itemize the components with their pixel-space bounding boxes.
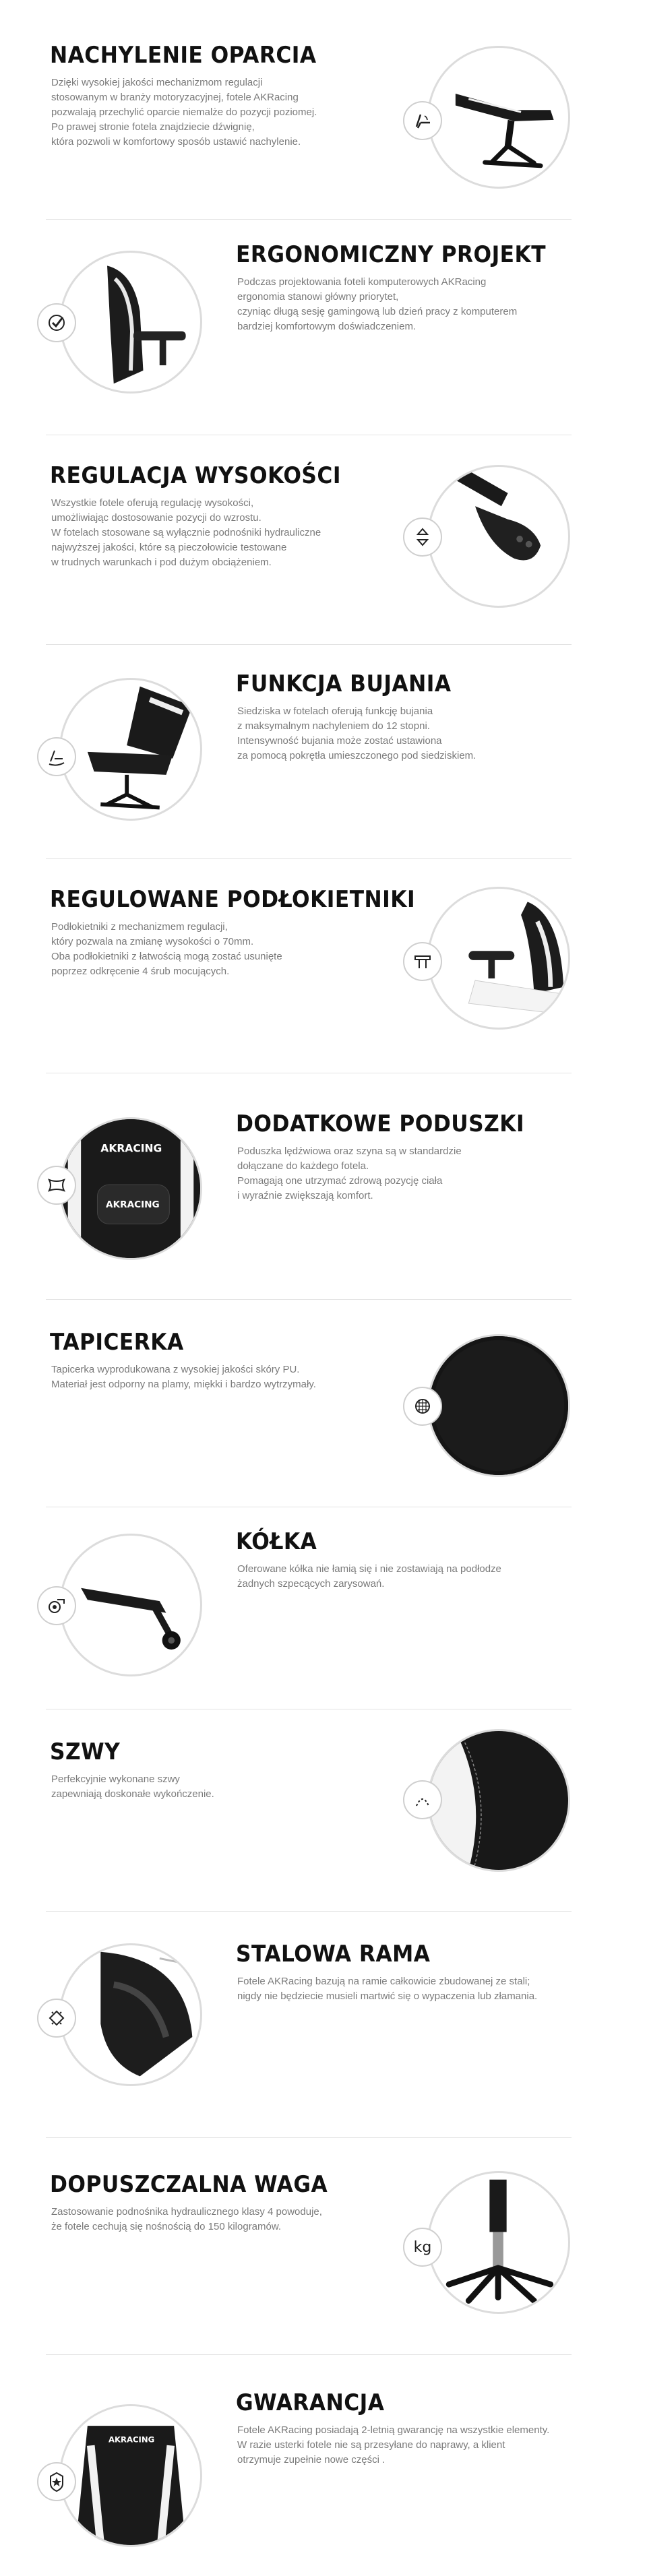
- description-line: nigdy nie będziecie musieli martwić się o wypaczenia lub złamania.: [237, 1990, 538, 2002]
- feature-title: TAPICERKA: [50, 1329, 184, 1356]
- feature-title: KÓŁKA: [236, 1528, 317, 1555]
- section-divider: [46, 219, 572, 220]
- reclined-chair-image: [427, 46, 570, 189]
- description-line: z maksymalnym nachyleniem do 12 stopni.: [237, 720, 430, 732]
- description-line: pozwalają przechylić oparcie niemalże do pozycji poziomej.: [51, 106, 317, 118]
- feature-title: FUNKCJA BUJANIA: [236, 670, 452, 697]
- description-line: że fotele cechują się nośnością do 150 kilogramów.: [51, 2221, 282, 2232]
- description-line: Tapicerka wyprodukowana z wysokiej jakości skóry PU.: [51, 1364, 300, 1375]
- rocking-icon: [37, 737, 76, 776]
- description-line: Oba podłokietniki z łatwością mogą zostać usunięte: [51, 951, 282, 962]
- description-line: Wszystkie fotele oferują regulację wysokości,: [51, 497, 254, 509]
- description-line: najwyższej jakości, które są pieczołowicie testowane: [51, 542, 287, 553]
- feature-description: [237, 2423, 549, 2468]
- description-line: czyniąc długą sesję gamingową lub dzień pracy z komputerem: [237, 306, 518, 317]
- feature-description: [51, 1362, 316, 1392]
- feature-description: [51, 496, 321, 570]
- feature-title: REGULOWANE PODŁOKIETNIKI: [50, 886, 416, 913]
- feature-title: DOPUSZCZALNA WAGA: [50, 2171, 328, 2198]
- description-line: Materiał jest odporny na plamy, miękki i bardzo wytrzymały.: [51, 1379, 316, 1390]
- gas-lift-base-image: [427, 2171, 570, 2314]
- steel-frame-image: [59, 1943, 202, 2086]
- armrest-icon: [403, 942, 442, 981]
- section-divider: [46, 1911, 572, 1912]
- feature-description: [237, 1974, 537, 2004]
- pillows-image: [59, 1117, 202, 1260]
- feature-title: GWARANCJA: [236, 2389, 385, 2416]
- description-line: Oferowane kółka nie łamią się i nie zostawiają na podłodze: [237, 1563, 501, 1575]
- description-line: W razie usterki fotele nie są przesyłane do naprawy, a klient: [237, 2439, 505, 2451]
- section-divider: [46, 2137, 572, 2138]
- feature-description: [51, 1772, 214, 1802]
- feature-description: [237, 1144, 462, 1203]
- pillow-icon: [37, 1166, 76, 1205]
- description-line: Zastosowanie podnośnika hydraulicznego klasy 4 powoduje,: [51, 2206, 322, 2218]
- description-line: Siedziska w fotelach oferują funkcję bujania: [237, 705, 433, 717]
- description-line: Podczas projektowania foteli komputerowych AKRacing: [237, 276, 487, 288]
- description-line: żadnych szpecących zarysowań.: [237, 1578, 385, 1590]
- up-down-icon: [403, 517, 442, 557]
- description-line: stosowanym w branży motoryzacyjnej, fotele AKRacing: [51, 92, 299, 103]
- feature-description: [51, 920, 282, 979]
- description-line: który pozwala na zmianę wysokości o 70mm.: [51, 936, 254, 947]
- section-divider: [46, 644, 572, 645]
- seams-image: [427, 1729, 570, 1872]
- description-line: w trudnych warunkach i pod dużym obciążeniem.: [51, 557, 272, 568]
- feature-description: [51, 2205, 322, 2234]
- weight-icon: [403, 2228, 442, 2267]
- description-line: Dzięki wysokiej jakości mechanizmom regulacji: [51, 77, 263, 88]
- description-line: która pozwoli w komfortowy sposób ustawić nachylenie.: [51, 136, 301, 148]
- description-line: Fotele AKRacing posiadają 2-letnią gwarancję na wszystkie elementy.: [237, 2424, 550, 2436]
- feature-title: SZWY: [50, 1738, 121, 1765]
- brand-logo-text: AKRACING: [108, 2434, 155, 2445]
- description-line: ergonomia stanowi główny priorytet,: [237, 291, 399, 303]
- section-divider: [46, 858, 572, 859]
- feature-description: [237, 704, 476, 763]
- description-line: Podłokietniki z mechanizmem regulacji,: [51, 921, 228, 933]
- rocking-chair-image: [59, 678, 202, 821]
- stitch-icon: [403, 1780, 442, 1819]
- description-line: umożliwiając dostosowanie pozycji do wzrostu.: [51, 512, 261, 524]
- wheel-icon: [37, 1586, 76, 1625]
- section-divider: [46, 1299, 572, 1300]
- description-line: Perfekcyjnie wykonane szwy: [51, 1773, 180, 1785]
- description-line: za pomocą pokrętła umieszczonego pod siedziskiem.: [237, 750, 476, 761]
- description-line: zapewniają doskonałe wykończenie.: [51, 1788, 214, 1800]
- description-line: poprzez odkręcenie 4 śrub mocujących.: [51, 966, 230, 977]
- recline-icon: [403, 101, 442, 140]
- description-line: otrzymuje zupełnie nowe części .: [237, 2454, 386, 2465]
- armrest-image: [427, 887, 570, 1030]
- description-line: Fotele AKRacing bazują na ramie całkowicie zbudowanej ze stali;: [237, 1976, 530, 1987]
- feature-title: NACHYLENIE OPARCIA: [50, 42, 317, 69]
- feature-description: [237, 275, 517, 334]
- description-line: dołączane do każdego fotela.: [237, 1160, 369, 1172]
- warranty-chair-image: [59, 2404, 202, 2547]
- description-line: Intensywność bujania może zostać ustawiona: [237, 735, 442, 747]
- description-line: bardziej komfortowym doświadczeniem.: [237, 321, 417, 332]
- brand-logo-text: AKRACING: [106, 1199, 160, 1211]
- brand-logo-text: AKRACING: [100, 1142, 162, 1155]
- fabric-icon: [403, 1387, 442, 1426]
- feature-description: [237, 1562, 501, 1592]
- checkmark-icon: [37, 303, 76, 342]
- warranty-star-icon: [37, 2462, 76, 2501]
- description-line: W fotelach stosowane są wyłącznie podnośniki hydrauliczne: [51, 527, 321, 538]
- feature-title: REGULACJA WYSOKOŚCI: [50, 462, 341, 489]
- feature-title: DODATKOWE PODUSZKI: [236, 1110, 525, 1137]
- description-line: Po prawej stronie fotela znajdziecie dźwignię,: [51, 121, 255, 133]
- feature-title: ERGONOMICZNY PROJEKT: [236, 241, 546, 268]
- ergonomic-chair-image: [59, 251, 202, 394]
- frame-icon: [37, 1999, 76, 2038]
- description-line: i wyraźnie zwiększają komfort.: [237, 1190, 373, 1201]
- description-line: Poduszka lędźwiowa oraz szyna są w standardzie: [237, 1145, 462, 1157]
- section-divider: [46, 2354, 572, 2355]
- feature-title: STALOWA RAMA: [236, 1941, 431, 1968]
- wheels-image: [59, 1534, 202, 1676]
- weight-unit-label: kg: [413, 2238, 432, 2256]
- description-line: Pomagają one utrzymać zdrową pozycję ciała: [237, 1175, 443, 1187]
- upholstery-image: [427, 1334, 570, 1477]
- height-lever-image: [427, 465, 570, 608]
- feature-description: [51, 75, 317, 150]
